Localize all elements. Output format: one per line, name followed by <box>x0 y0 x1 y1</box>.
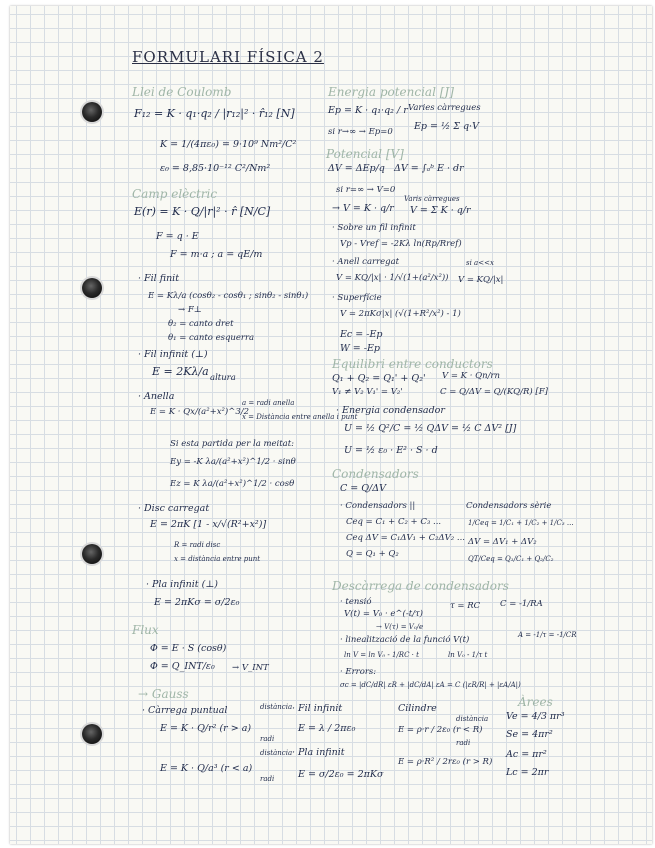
errors-label: · Errors: <box>340 667 377 677</box>
cylinder-radius-note: radi <box>456 739 471 747</box>
heading-potential-energy: Energia potencial [J] <box>328 85 454 99</box>
gauss-wire-formula: E = λ / 2πε₀ <box>298 723 356 734</box>
radius-note-2: radi <box>260 775 275 783</box>
theta1-note: θ₁ = canto esquerra <box>168 333 255 343</box>
voltage-label: · tensió <box>340 597 372 607</box>
radius-note-1: radi <box>260 735 275 743</box>
ep-formula: Ep = K · q₁·q₂ / r <box>328 105 408 116</box>
c-ra-formula: C = -1/RA <box>500 599 543 609</box>
half-ring-note: Si esta partida per la meitat: <box>170 439 295 449</box>
surface-label: · Superfície <box>332 293 382 303</box>
notebook-page <box>10 6 652 844</box>
binder-hole-4 <box>82 724 102 744</box>
binder-hole-1 <box>82 102 102 122</box>
ep-infinity-note: si r→∞ → Ep=0 <box>328 127 393 137</box>
acceleration-formula: F = m·a ; a = qE/m <box>170 249 263 260</box>
infinite-wire-formula: E = 2Kλ/a <box>152 365 209 378</box>
distance-note-1: distància <box>260 703 293 711</box>
k-constant: K = 1/(4πε₀) = 9·10⁹ Nm²/C² <box>160 139 297 150</box>
heading-flux: Flux <box>132 623 159 637</box>
disc-formula: E = 2πK [1 - x/√(R²+x²)] <box>150 519 267 530</box>
ez-formula: Ez = K λa/(a²+x²)^1/2 · cosθ <box>170 479 295 489</box>
point-charge-label: · Càrrega puntual <box>142 705 228 716</box>
series-formula-2: ΔV = ΔV₁ + ΔV₂ <box>468 537 537 547</box>
ring-radius-note: a = radi anella <box>242 399 295 407</box>
flux-vint-note: → V_INT <box>232 663 269 673</box>
heading-potential: Potencial [V] <box>326 147 404 161</box>
parallel-formula-1: Ceq = C₁ + C₂ + C₃ ... <box>346 517 442 527</box>
parallel-label: · Condensadors || <box>340 501 416 511</box>
disc-radius-note: R = radi disc <box>174 541 221 549</box>
linearization-label: · linealització de la funció V(t) <box>340 635 470 645</box>
parallel-formula-3: Q = Q₁ + Q₂ <box>346 549 399 559</box>
ring-potential-formula: V = KQ/|x| · 1/√(1+(a²/x²)) <box>336 273 449 283</box>
voltage-decay-formula: V(t) = V₀ · e^(-t/τ) <box>344 609 424 619</box>
theta2-note: θ₂ = canto dret <box>168 319 234 329</box>
finite-wire-arrow: → F⊥ <box>178 305 202 315</box>
cap-def-formula: C = Q/ΔV <box>340 483 386 494</box>
heading-discharge: Descàrrega de condensadors <box>332 579 509 593</box>
ring-label: · Anella <box>138 391 175 402</box>
plane-formula: E = 2πKσ = σ/2ε₀ <box>154 597 240 608</box>
plane-label: · Pla infinit (⊥) <box>146 579 218 590</box>
work-formula: W = -Ep <box>340 343 380 354</box>
page-title: FORMULARI FÍSICA 2 <box>132 48 324 66</box>
heading-capacitors: Condensadors <box>332 467 419 481</box>
vk-formula: V = K · Qn/rn <box>442 371 500 381</box>
sphere-volume-formula: Ve = 4/3 πr³ <box>506 711 565 722</box>
tau-formula: τ = RC <box>450 601 481 611</box>
coulomb-formula: F₁₂ = K · q₁·q₂ / |r₁₂|² · r̂₁₂ [N] <box>134 107 295 120</box>
series-formula-3: QT/Ceq = Q₁/C₁ + Q₂/C₂ <box>468 555 554 563</box>
infinite-wire-label: · Fil infinit (⊥) <box>138 349 208 360</box>
surface-formula: V = 2πKσ|x| (√(1+R²/x²) - 1) <box>340 309 461 319</box>
heading-electric-field: Camp elèctric <box>132 187 218 201</box>
distance-note-2: distància <box>260 749 293 757</box>
point-charge-formula-2: E = K · Q/a³ (r < a) <box>160 763 253 774</box>
dv-integral-formula: ΔV = ∫ₐᵇ E · dr <box>394 163 464 174</box>
force-formula: F = q · E <box>156 231 199 242</box>
multiple-charges-note: Varies càrregues <box>408 103 481 113</box>
energy-formula-1: U = ½ Q²/C = ½ QΔV = ½ C ΔV² [J] <box>344 423 517 434</box>
epsilon0-constant: ε₀ = 8,85·10⁻¹² C²/Nm² <box>160 163 271 174</box>
series-label: Condensadors sèrie <box>466 501 552 511</box>
error-propagation-formula: σc = |dC/dR| εR + |dC/dA| εA = C (|εR/R| + |εA/A|) <box>340 681 521 689</box>
v-infinity-note: si r=∞ → V=0 <box>336 185 396 195</box>
infinite-wire-potential-label: · Sobre un fil infinit <box>332 223 416 233</box>
kinetic-energy-formula: Ec = -Ep <box>340 329 383 340</box>
ep-sum-formula: Ep = ½ Σ q·V <box>414 121 479 132</box>
cylinder-distance-note: distància <box>456 715 489 723</box>
ring-potential-approx: V = KQ/|x| <box>458 275 504 285</box>
field-formula: E(r) = K · Q/|r|² · r̂ [N/C] <box>134 205 271 218</box>
circumference-formula: Lc = 2πr <box>506 767 549 778</box>
cylinder-label: Cilindre <box>398 703 437 714</box>
disc-label: · Disc carregat <box>138 503 210 514</box>
ring-formula: E = K · Qx/(a²+x²)^3/2 <box>150 407 250 417</box>
slope-formula: A = -1/τ = -1/CR <box>518 631 577 639</box>
v-sum-formula: V = Σ K · q/r <box>410 205 471 216</box>
potential-equality: V₁ ≠ V₂ V₁' = V₂' <box>332 387 403 397</box>
binder-hole-3 <box>82 544 102 564</box>
flux-formula-2: Φ = Q_INT/ε₀ <box>150 661 215 672</box>
ln-formula: ln V = ln V₀ - 1/RC · t <box>344 651 419 659</box>
dv-formula: ΔV = ΔEp/q <box>328 163 385 174</box>
flux-formula-1: Φ = E · S (cosθ) <box>150 643 227 654</box>
energy-formula-2: U = ½ ε₀ · E² · S · d <box>344 445 438 456</box>
charged-ring-label: · Anell carregat <box>332 257 400 267</box>
heading-coulomb: Llei de Coulomb <box>132 85 232 99</box>
altura-note: altura <box>210 373 236 383</box>
ring-distance-note: x = Distància entre anella i punt <box>242 413 358 421</box>
circle-area-formula: Ac = πr² <box>506 749 547 760</box>
gauss-plane-label: · Pla infinit <box>292 747 345 758</box>
binder-hole-2 <box>82 278 102 298</box>
gauss-plane-formula: E = σ/2ε₀ = 2πKσ <box>298 769 384 780</box>
finite-wire-label: · Fil finit <box>138 273 180 284</box>
ln-formula-2: ln V₀ - 1/τ t <box>448 651 488 659</box>
point-charge-formula-1: E = K · Q/r² (r > a) <box>160 723 252 734</box>
sphere-surface-formula: Se = 4πr² <box>506 729 553 740</box>
heading-areas: Àrees <box>518 695 553 709</box>
various-charges-note: Varis càrregues <box>404 195 460 203</box>
heading-gauss: → Gauss <box>138 687 189 701</box>
capacitor-energy-label: · Energia condensador <box>336 405 445 416</box>
ey-formula: Ey = -K λa/(a²+x²)^1/2 · sinθ <box>170 457 296 467</box>
capacitance-formula: C = Q/ΔV = Q/(KQ/R) [F] <box>440 387 548 397</box>
series-formula-1: 1/Ceq = 1/C₁ + 1/C₂ + 1/C₃ ... <box>468 519 574 527</box>
finite-wire-formula: E = Kλ/a (cosθ₂ - cosθ₁ ; sinθ₂ - sinθ₁) <box>148 291 309 301</box>
v-tau-note: → V(τ) = V₀/e <box>376 623 424 631</box>
cylinder-formula-2: E = ρ·R² / 2rε₀ (r > R) <box>398 757 493 767</box>
vp-formula: Vp - Vref = -2Kλ ln(Rp/Rref) <box>340 239 462 249</box>
charge-conservation: Q₁ + Q₂ = Q₁' + Q₂' <box>332 373 426 384</box>
heading-equilibrium: Equilibri entre conductors <box>332 357 493 371</box>
ring-condition-note: si a<<x <box>466 259 494 267</box>
parallel-formula-2: Ceq ΔV = C₁ΔV₁ + C₂ΔV₂ ... <box>346 533 466 543</box>
v-formula: → V = K · q/r <box>332 203 394 214</box>
gauss-wire-label: · Fil infinit <box>292 703 343 714</box>
cylinder-formula-1: E = ρ·r / 2ε₀ (r < R) <box>398 725 483 735</box>
disc-distance-note: x = distància entre punt <box>174 555 261 563</box>
